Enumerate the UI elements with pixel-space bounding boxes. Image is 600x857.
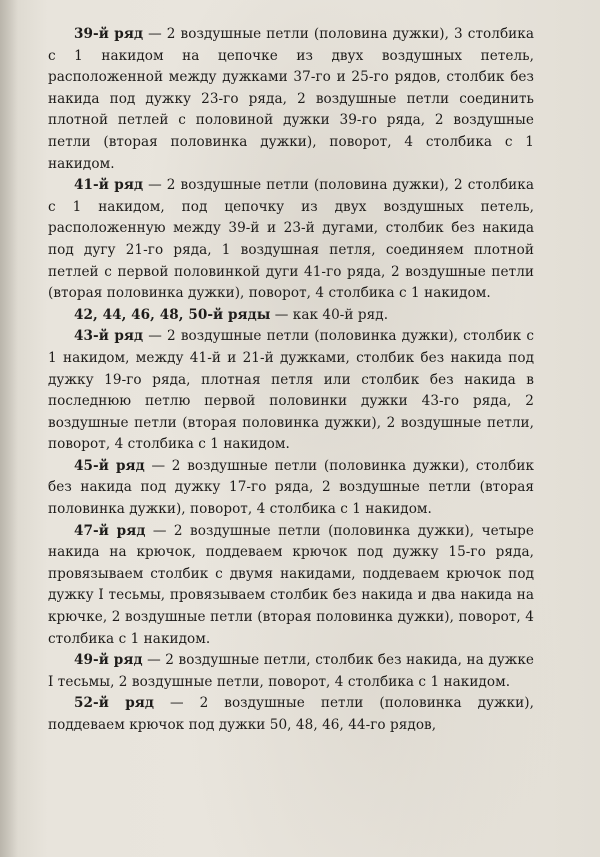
binding-shadow (0, 0, 18, 857)
row-instructions: — 2 воздушные петли (половинка дужки), четыре накида на крючок, поддеваем крючок под дужку 15-го ряда, провязываем столбик с двумя накидами, поддеваем крючок под дужку I тесьмы, провязываем столбик без накида и два накида на крючке, 2 воздушные петли (вторая половинка дужки), поворот, 4 столбика с 1 накидом. (48, 522, 534, 647)
row-instructions: — 2 воздушные петли, столбик без накида, на дужке I тесьмы, 2 воздушные петли, поворот, 4 столбика с 1 накидом. (48, 652, 534, 690)
paragraph-row-43 (48, 326, 534, 456)
paragraph-row-39 (48, 24, 534, 175)
row-label: 39-й ряд (74, 26, 144, 42)
row-instructions: — 2 воздушные петли (половина дужки), 3 столбика с 1 накидом на цепочке из двух воздушных петель, расположенной между дужками 37-го и 25-го рядов, столбик без накида под дужку 23-го ряда, 2 воздушные петли соединить плотной петлей с половиной дужки 39-го ряда, 2 воздушные петли (вторая половинка дужки), поворот, 4 столбика с 1 накидом. (48, 26, 534, 172)
row-instructions: — 2 воздушные петли (половинка дужки), столбик без накида под дужку 17-го ряда, 2 воздушные петли (вторая половинка дужки), поворот, 4 столбика с 1 накидом. (48, 457, 534, 518)
paragraph-rows-42-50 (48, 305, 534, 327)
row-label: 47-й ряд (74, 522, 146, 539)
row-label: 43-й ряд (74, 328, 144, 345)
row-label: 49-й ряд (74, 652, 143, 669)
row-label: 45-й ряд (74, 457, 145, 474)
row-label: 52-й ряд (74, 695, 154, 712)
paragraph-row-47 (48, 521, 534, 651)
row-label: 41-й ряд (74, 177, 144, 194)
paragraph-row-49 (48, 650, 534, 693)
row-instructions: — 2 воздушные петли (половинка дужки), столбик с 1 накидом, между 41-й и 21-й дужками, столбик без накида под дужку 19-го ряда, плотная петля или столбик без накида в последнюю петлю первой половинки дужки 43-го ряда, 2 воздушные петли (вторая половинка дужки), 2 воздушные петли, поворот, 4 столбика с 1 накидом. (48, 328, 534, 453)
paragraph-row-41 (48, 175, 534, 305)
row-label: 42, 44, 46, 48, 50-й ряды (74, 306, 271, 323)
row-instructions: — 2 воздушные петли (половинка дужки), поддеваем крючок под дужки 50, 48, 46, 44-го рядов, (48, 695, 534, 733)
paragraph-row-45 (48, 456, 534, 521)
instructions-text-block (48, 24, 534, 737)
paragraph-row-52 (48, 693, 534, 736)
row-instructions: — как 40-й ряд. (270, 306, 389, 323)
row-instructions: — 2 воздушные петли (половина дужки), 2 столбика с 1 накидом, под цепочку из двух воздушных петель, расположенную между 39-й и 23-й дугами, столбик без накида под дугу 21-го ряда, 1 воздушная петля, соединяем плотной петлей с первой половинкой дуги 41-го ряда, 2 воздушные петли (вторая половинка дужки), поворот, 4 столбика с 1 накидом. (48, 177, 534, 302)
